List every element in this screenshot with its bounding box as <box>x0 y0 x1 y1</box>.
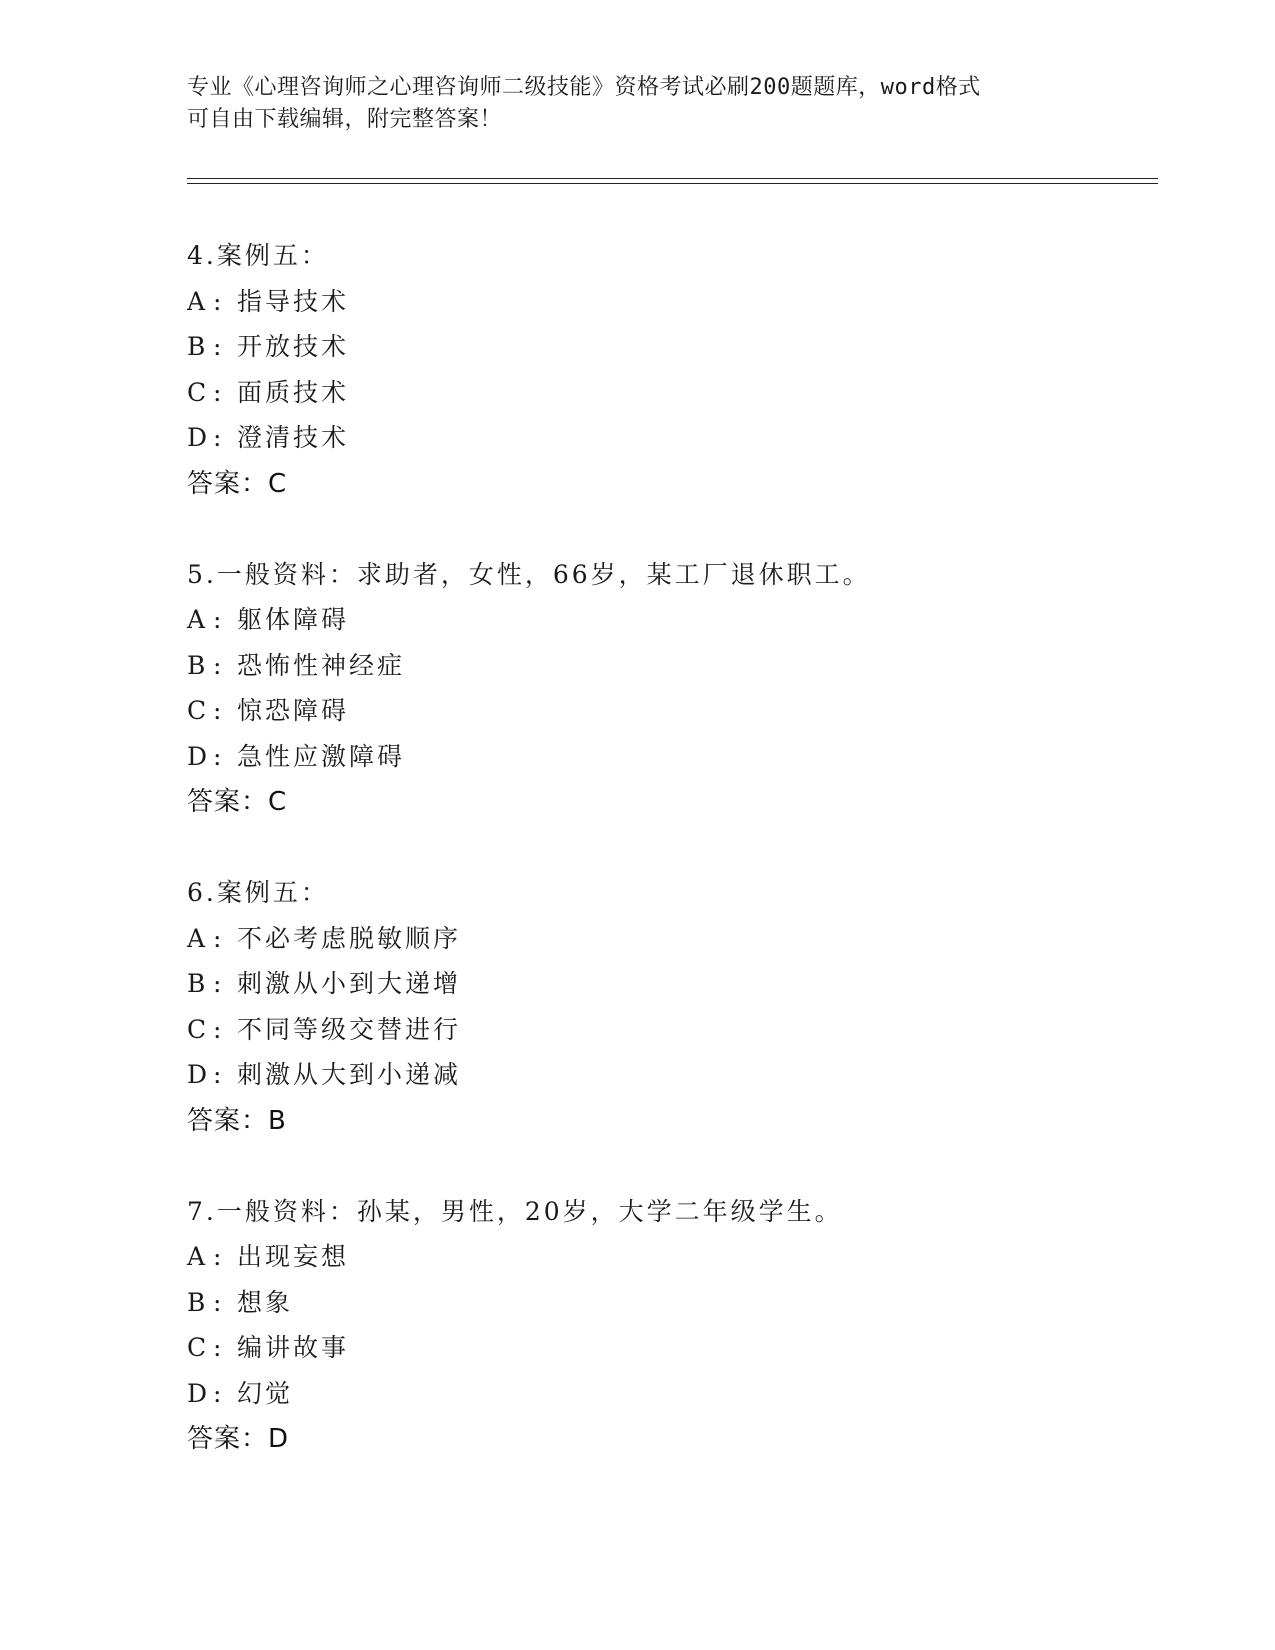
option-separator: : <box>213 1333 225 1362</box>
option-a <box>187 279 1147 325</box>
option-text: 急性应激障碍 <box>237 741 406 771</box>
option-separator: : <box>213 1378 225 1408</box>
option-b <box>187 961 1147 1007</box>
answer-line: 答案：C <box>187 468 288 499</box>
option-text: 澄清技术 <box>237 423 350 452</box>
option-d <box>187 734 1147 780</box>
question-item <box>187 552 1147 826</box>
option-letter: D <box>187 1378 211 1408</box>
option-text: 想象 <box>237 1287 294 1317</box>
option-d <box>187 415 1147 461</box>
option-text: 出现妄想 <box>237 1242 350 1271</box>
option-b <box>187 643 1147 689</box>
option-letter: C <box>187 1333 210 1362</box>
question-title: 7.一般资料：孙某，男性，20岁，大学二年级学生。 <box>187 1196 843 1226</box>
option-d <box>187 1052 1147 1098</box>
option-text: 开放技术 <box>237 332 350 361</box>
header-divider-bottom <box>187 183 1158 184</box>
question-title: 6.案例五： <box>187 878 329 907</box>
header-line-1: 专业《心理咨询师之心理咨询师二级技能》资格考试必刷200题题库，word格式 <box>187 75 981 100</box>
option-letter: B <box>187 1287 209 1317</box>
option-separator: : <box>213 650 225 680</box>
option-separator: : <box>213 696 225 725</box>
option-b <box>187 324 1147 370</box>
option-text: 恐怖性神经症 <box>237 650 406 680</box>
option-letter: A <box>187 605 209 634</box>
answer-line: 答案：C <box>187 787 288 817</box>
option-separator: : <box>213 1287 225 1317</box>
option-c <box>187 370 1147 416</box>
option-text: 面质技术 <box>237 377 350 407</box>
option-d <box>187 1371 1147 1417</box>
option-c <box>187 688 1147 734</box>
option-letter: A <box>187 1242 209 1271</box>
option-text: 躯体障碍 <box>237 605 350 634</box>
question-item <box>187 1189 1147 1463</box>
option-separator: : <box>213 332 225 361</box>
option-separator: : <box>213 1060 225 1089</box>
document-header <box>187 72 1087 136</box>
question-title: 4.案例五： <box>187 241 329 270</box>
option-b <box>187 1280 1147 1326</box>
option-letter: A <box>187 286 209 316</box>
option-letter: C <box>187 377 210 407</box>
option-text: 不必考虑脱敏顺序 <box>237 923 462 953</box>
header-divider-top <box>187 178 1158 179</box>
question-item <box>187 870 1147 1144</box>
option-text: 刺激从小到大递增 <box>237 969 462 998</box>
option-text: 惊恐障碍 <box>237 696 350 725</box>
option-text: 不同等级交替进行 <box>237 1014 462 1044</box>
option-letter: B <box>187 650 209 680</box>
header-line-2: 可自由下载编辑，附完整答案！ <box>187 107 503 132</box>
option-separator: : <box>213 423 225 452</box>
option-text: 指导技术 <box>237 286 350 316</box>
option-separator: : <box>213 1014 225 1044</box>
option-separator: : <box>213 969 225 998</box>
option-separator: : <box>213 923 225 953</box>
option-letter: B <box>187 969 209 998</box>
question-list <box>187 233 1147 1507</box>
option-letter: D <box>187 1060 211 1089</box>
option-letter: A <box>187 923 209 953</box>
option-a <box>187 1234 1147 1280</box>
option-letter: D <box>187 741 211 771</box>
option-separator: : <box>213 605 225 634</box>
question-title: 5.一般资料：求助者，女性，66岁，某工厂退休职工。 <box>187 559 871 589</box>
option-c <box>187 1007 1147 1053</box>
option-text: 编讲故事 <box>237 1333 350 1362</box>
option-separator: : <box>213 1242 225 1271</box>
answer-line: 答案：B <box>187 1105 287 1136</box>
option-text: 幻觉 <box>237 1378 294 1408</box>
option-letter: C <box>187 1014 210 1044</box>
option-a <box>187 916 1147 962</box>
option-separator: : <box>213 741 225 771</box>
option-text: 刺激从大到小递减 <box>237 1060 462 1089</box>
option-letter: D <box>187 423 211 452</box>
option-separator: : <box>213 377 225 407</box>
option-a <box>187 597 1147 643</box>
option-letter: C <box>187 696 210 725</box>
option-letter: B <box>187 332 209 361</box>
question-item <box>187 233 1147 507</box>
option-c <box>187 1325 1147 1371</box>
answer-line: 答案：D <box>187 1424 290 1454</box>
option-separator: : <box>213 286 225 316</box>
